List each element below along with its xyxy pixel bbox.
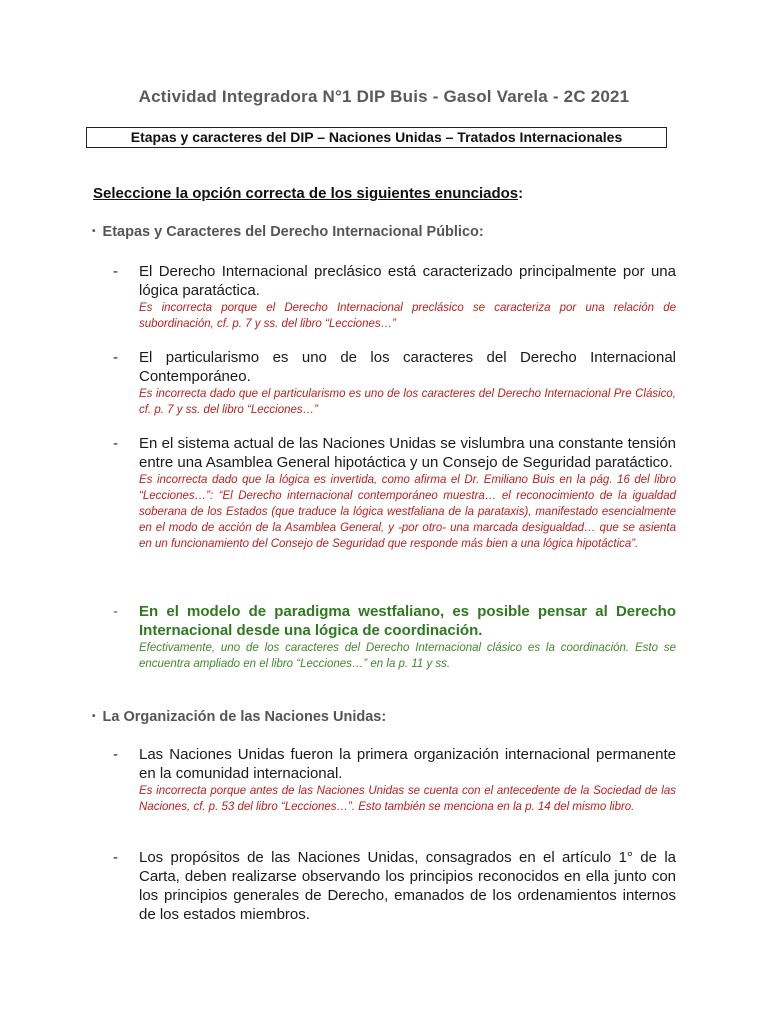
list-item — [113, 745, 676, 815]
item-statement: Los propósitos de las Naciones Unidas, consagrados en el artículo 1° de la Carta, deben realizarse observando los principios reconocidos en ella junto con los principios generales de Derecho, emanados de los ordenamientos internos de los estados miembros. — [139, 849, 676, 923]
list-item-correct — [113, 602, 676, 672]
instruction-text: Seleccione la opción correcta de los siguientes enunciados — [93, 185, 519, 202]
instruction — [93, 185, 523, 202]
dash-marker: - — [113, 263, 118, 280]
section-heading-text: Etapas y Caracteres del Derecho Internacional Público: — [102, 224, 484, 240]
item-statement: En el modelo de paradigma westfaliano, es posible pensar al Derecho Internacional desde una lógica de coordinación. — [139, 603, 676, 639]
list-item — [113, 848, 676, 924]
document-title: Actividad Integradora N°1 DIP Buis - Gasol Varela - 2C 2021 — [138, 87, 630, 106]
item-statement: El particularismo es uno de los caracteres del Derecho Internacional Contemporáneo. — [139, 349, 676, 385]
bullet-icon: • — [92, 711, 96, 722]
instruction-colon: : — [518, 185, 524, 202]
dash-marker: - — [113, 435, 118, 452]
item-statement: En el sistema actual de las Naciones Unidas se vislumbra una constante tensión entre una Asamblea General hipotáctica y un Consejo de Seguridad paratáctico. — [139, 435, 676, 471]
item-statement: El Derecho Internacional preclásico está caracterizado principalmente por una lógica paratáctica. — [139, 263, 676, 299]
document-subtitle: Etapas y caracteres del DIP – Naciones Unidas – Tratados Internacionales — [86, 127, 667, 148]
item-note: Es incorrecta dado que la lógica es invertida, como afirma el Dr. Emiliano Buis en la pág. 16 del libro “Lecciones…”: “El Derecho internacional contemporáneo muestra… el reconocimiento de la igualdad soberana de los Estados (que traduce la lógica westfaliana de la parataxis), manifestado esencialmente en el modo de acción de la Asamblea General, y -por otro- una marcada desigualdad… que se asienta en un funcionamiento del Consejo de Seguridad que responde más bien a una lógica hipotáctica”. — [139, 474, 676, 550]
bullet-icon: • — [92, 226, 96, 237]
dash-marker: - — [113, 746, 118, 763]
section-heading-text: La Organización de las Naciones Unidas: — [102, 709, 387, 725]
item-note: Es incorrecta dado que el particularismo es uno de los caracteres del Derecho Internacional Pre Clásico, cf. p. 7 y ss. del libro “Lecciones…” — [139, 388, 676, 416]
list-item — [113, 348, 676, 418]
item-statement: Las Naciones Unidas fueron la primera organización internacional permanente en la comunidad internacional. — [139, 746, 676, 782]
section-heading-etapas — [92, 224, 484, 240]
list-item — [113, 262, 676, 332]
section-heading-onu — [92, 709, 386, 725]
list-item — [113, 434, 676, 552]
dash-marker: - — [113, 349, 118, 366]
dash-marker: - — [113, 603, 118, 620]
dash-marker: - — [113, 849, 118, 866]
item-note: Es incorrecta porque el Derecho Internacional preclásico se caracteriza por una relación de subordinación, cf. p. 7 y ss. del libro “Lecciones…” — [139, 302, 676, 330]
item-note: Es incorrecta porque antes de las Naciones Unidas se cuenta con el antecedente de la Sociedad de las Naciones, cf. p. 53 del libro “Lecciones…”. Esto también se menciona en la p. 14 del mismo libro. — [139, 785, 676, 813]
item-note: Efectivamente, uno de los caracteres del Derecho Internacional clásico es la coordinación. Esto se encuentra ampliado en el libro “Lecciones…” en la p. 11 y ss. — [139, 642, 676, 670]
